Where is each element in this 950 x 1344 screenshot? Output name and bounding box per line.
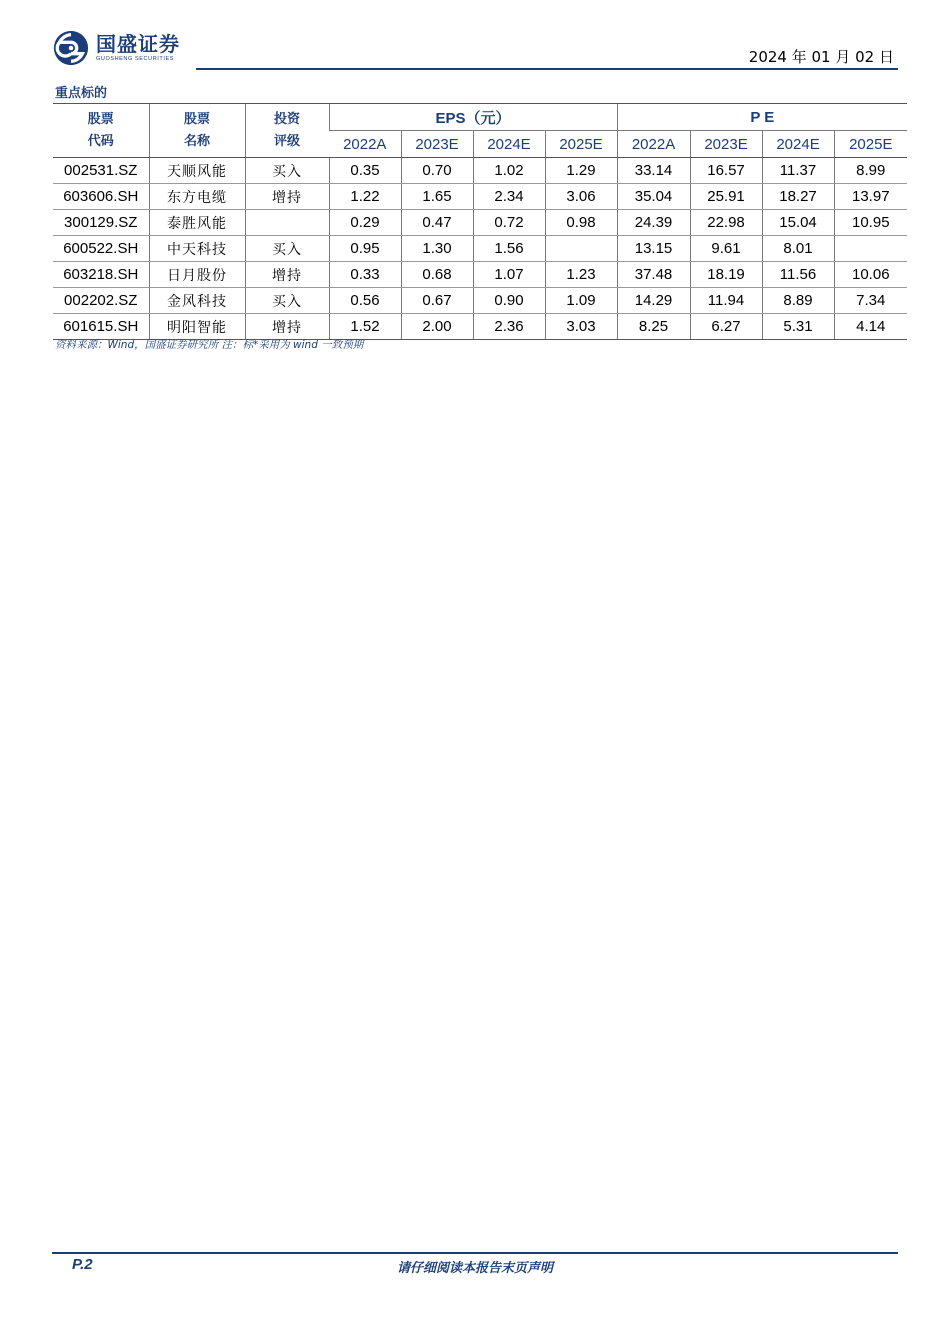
stock-code: 002531.SZ — [53, 158, 149, 184]
header-stock-code: 股票 代码 — [53, 104, 149, 158]
header-eps-year: 2023E — [401, 131, 473, 158]
table-row — [53, 314, 907, 340]
stock-code: 002202.SZ — [53, 288, 149, 314]
pe-value: 11.56 — [762, 262, 834, 288]
header-divider — [196, 68, 898, 70]
eps-value: 0.68 — [401, 262, 473, 288]
pe-value: 8.99 — [834, 158, 907, 184]
eps-value: 0.33 — [329, 262, 401, 288]
pe-value: 11.94 — [690, 288, 762, 314]
eps-value: 1.30 — [401, 236, 473, 262]
pe-value: 8.25 — [617, 314, 690, 340]
brand-text — [96, 33, 180, 63]
eps-value: 1.65 — [401, 184, 473, 210]
pe-value: 10.95 — [834, 210, 907, 236]
pe-value: 10.06 — [834, 262, 907, 288]
pe-value: 11.37 — [762, 158, 834, 184]
pe-value: 8.01 — [762, 236, 834, 262]
stock-name: 东方电缆 — [149, 184, 245, 210]
eps-value: 3.03 — [545, 314, 617, 340]
pe-value: 14.29 — [617, 288, 690, 314]
key-stocks-table — [53, 103, 907, 340]
pe-value: 18.27 — [762, 184, 834, 210]
eps-value: 2.34 — [473, 184, 545, 210]
stock-name: 明阳智能 — [149, 314, 245, 340]
guosheng-logo-icon — [52, 29, 90, 67]
table-row — [53, 210, 907, 236]
stock-name: 日月股份 — [149, 262, 245, 288]
pe-value: 13.97 — [834, 184, 907, 210]
stock-rating — [245, 210, 329, 236]
eps-value: 0.90 — [473, 288, 545, 314]
eps-value: 0.70 — [401, 158, 473, 184]
eps-value: 1.07 — [473, 262, 545, 288]
header-eps-year: 2025E — [545, 131, 617, 158]
header-stock-name: 股票 名称 — [149, 104, 245, 158]
pe-value: 13.15 — [617, 236, 690, 262]
eps-value: 0.67 — [401, 288, 473, 314]
eps-value: 1.52 — [329, 314, 401, 340]
pe-value: 6.27 — [690, 314, 762, 340]
pe-value: 4.14 — [834, 314, 907, 340]
eps-value: 0.29 — [329, 210, 401, 236]
stock-name: 中天科技 — [149, 236, 245, 262]
stock-code: 300129.SZ — [53, 210, 149, 236]
stock-code: 603218.SH — [53, 262, 149, 288]
table-row — [53, 184, 907, 210]
section-title: 重点标的 — [55, 86, 108, 101]
header-pe-group: P E — [617, 104, 907, 131]
eps-value: 3.06 — [545, 184, 617, 210]
header-pe-year: 2025E — [834, 131, 907, 158]
pe-value — [834, 236, 907, 262]
stock-code: 603606.SH — [53, 184, 149, 210]
header-eps-group: EPS（元） — [329, 104, 617, 131]
pe-value: 22.98 — [690, 210, 762, 236]
header-pe-year: 2022A — [617, 131, 690, 158]
pe-value: 33.14 — [617, 158, 690, 184]
source-note: 资料来源：Wind，国盛证券研究所 注：标*采用为 wind 一致预期 — [55, 339, 364, 351]
header-pe-year: 2023E — [690, 131, 762, 158]
header-pe-year: 2024E — [762, 131, 834, 158]
stock-rating: 增持 — [245, 184, 329, 210]
footer-disclaimer: 请仔细阅读本报告末页声明 — [396, 1261, 553, 1276]
stock-name: 金风科技 — [149, 288, 245, 314]
pe-value: 25.91 — [690, 184, 762, 210]
pe-value: 18.19 — [690, 262, 762, 288]
stock-rating: 买入 — [245, 288, 329, 314]
eps-value: 0.56 — [329, 288, 401, 314]
table-row — [53, 158, 907, 184]
eps-value: 1.23 — [545, 262, 617, 288]
pe-value: 24.39 — [617, 210, 690, 236]
stock-rating: 买入 — [245, 236, 329, 262]
brand-logo — [52, 28, 180, 68]
pe-value: 15.04 — [762, 210, 834, 236]
eps-value: 2.00 — [401, 314, 473, 340]
table-row — [53, 262, 907, 288]
stock-name: 泰胜风能 — [149, 210, 245, 236]
header-eps-year: 2024E — [473, 131, 545, 158]
pe-value: 8.89 — [762, 288, 834, 314]
pe-value: 37.48 — [617, 262, 690, 288]
eps-value: 2.36 — [473, 314, 545, 340]
eps-value: 1.22 — [329, 184, 401, 210]
eps-value: 0.47 — [401, 210, 473, 236]
pe-value: 35.04 — [617, 184, 690, 210]
pe-value: 16.57 — [690, 158, 762, 184]
eps-value — [545, 236, 617, 262]
pe-value: 7.34 — [834, 288, 907, 314]
stock-name: 天顺风能 — [149, 158, 245, 184]
stock-rating: 增持 — [245, 314, 329, 340]
stock-rating: 买入 — [245, 158, 329, 184]
brand-name: 国盛证券 — [96, 32, 180, 56]
stock-code: 601615.SH — [53, 314, 149, 340]
eps-value: 1.09 — [545, 288, 617, 314]
eps-value: 1.56 — [473, 236, 545, 262]
eps-value: 1.29 — [545, 158, 617, 184]
eps-value: 0.98 — [545, 210, 617, 236]
table-row — [53, 236, 907, 262]
header-rating: 投资 评级 — [245, 104, 329, 158]
table-header-row — [53, 104, 907, 131]
eps-value: 0.72 — [473, 210, 545, 236]
table-row — [53, 288, 907, 314]
pe-value: 5.31 — [762, 314, 834, 340]
page-number: P.2 — [72, 1256, 93, 1273]
eps-value: 0.95 — [329, 236, 401, 262]
brand-english: GUOSHENG SECURITIES — [96, 56, 175, 62]
report-date: 2024 年 01 月 02 日 — [748, 48, 894, 66]
eps-value: 0.35 — [329, 158, 401, 184]
header-eps-year: 2022A — [329, 131, 401, 158]
eps-value: 1.02 — [473, 158, 545, 184]
stock-code: 600522.SH — [53, 236, 149, 262]
footer-divider — [52, 1252, 898, 1254]
pe-value: 9.61 — [690, 236, 762, 262]
stock-rating: 增持 — [245, 262, 329, 288]
